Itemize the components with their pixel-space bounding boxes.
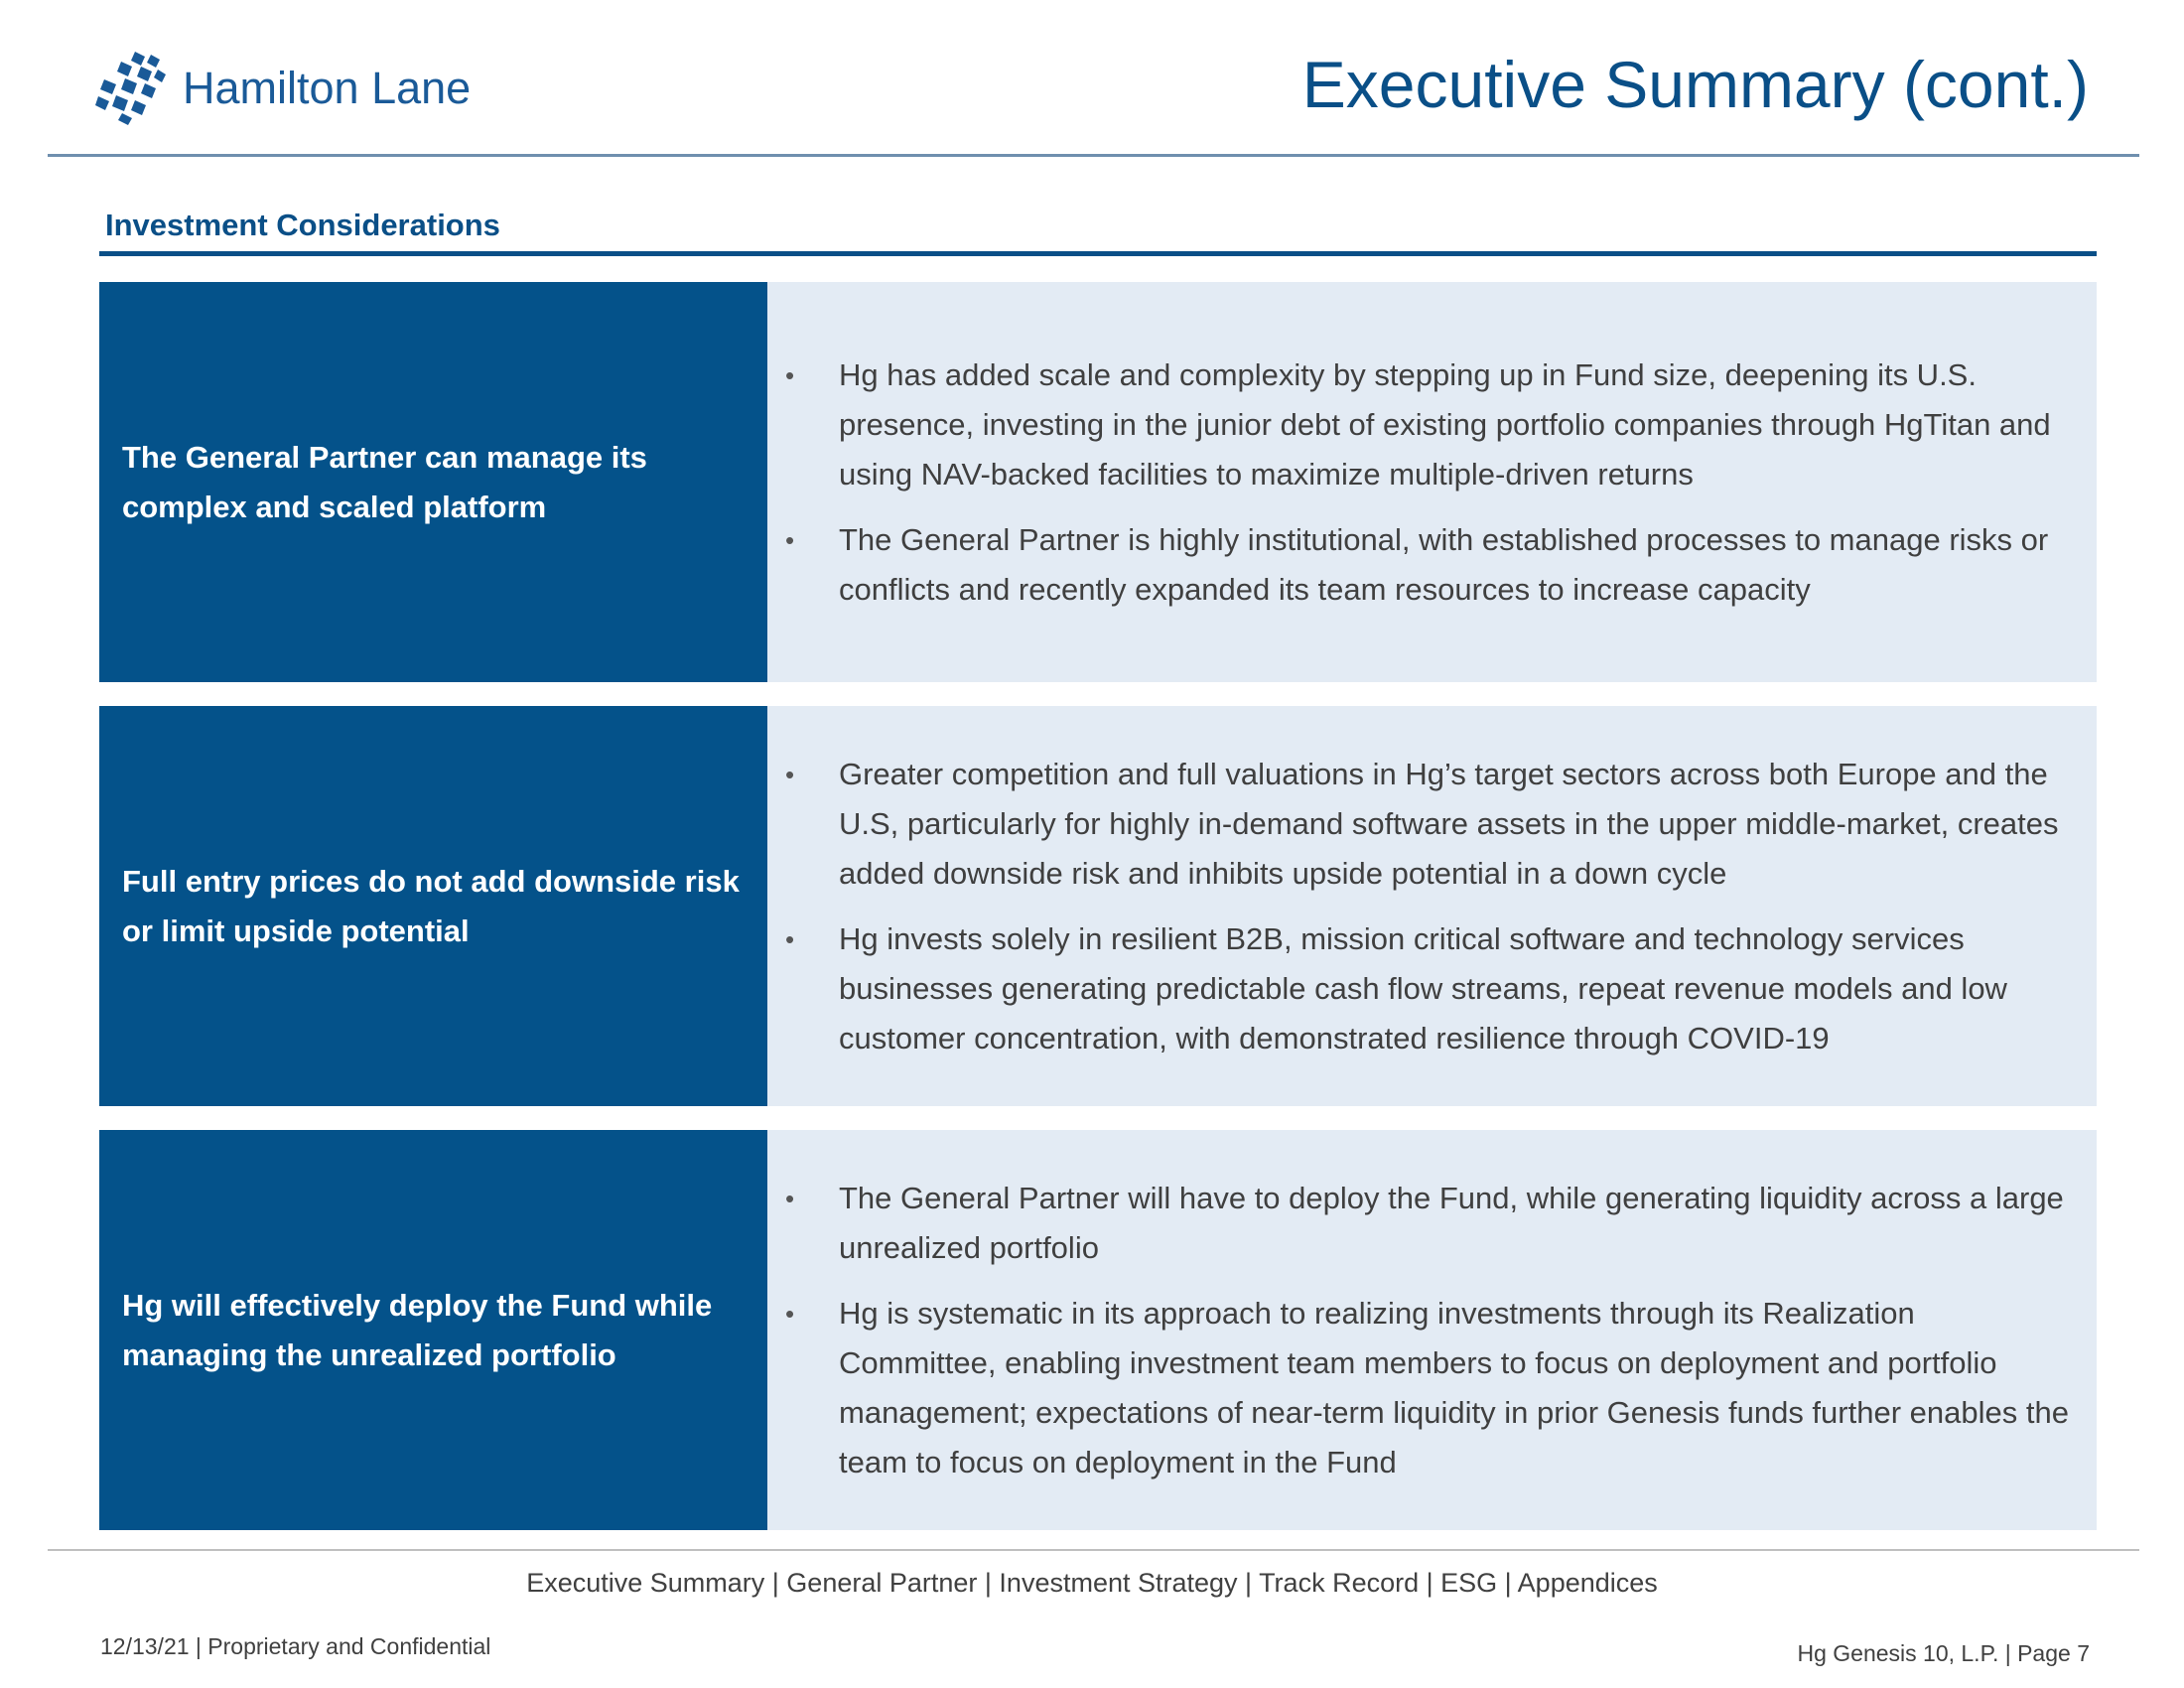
consideration-row — [99, 282, 2097, 682]
consideration-label-text: Hg will effectively deploy the Fund while managing the unrealized portfolio — [122, 1287, 713, 1372]
consideration-body — [767, 282, 2097, 682]
page-title: Executive Summary (cont.) — [1301, 48, 2089, 121]
hamilton-lane-logo — [95, 48, 471, 127]
bullet-icon: • — [785, 1183, 795, 1213]
bullet-item — [785, 914, 2069, 1063]
section-title: Investment Considerations — [105, 208, 500, 242]
bullet-icon: • — [785, 524, 795, 555]
bullet-text: Hg is systematic in its approach to realizing investments through its Realization Committee, enabling investment team members to focus on deployment and portfolio management; expectations of near-term liquidity in prior Genesis funds further enables the team to focus on deployment in the Fund — [839, 1295, 2069, 1479]
bullet-item — [785, 1174, 2069, 1273]
bullet-icon: • — [785, 923, 795, 954]
consideration-row — [99, 706, 2097, 1106]
bullet-item — [785, 515, 2069, 615]
bullet-icon: • — [785, 759, 795, 789]
consideration-row — [99, 1130, 2097, 1530]
footer-page-number: Hg Genesis 10, L.P. | Page 7 — [1797, 1640, 2090, 1666]
consideration-label — [99, 1130, 767, 1530]
bullet-icon: • — [785, 1298, 795, 1329]
bullet-text: The General Partner is highly institutional, with established processes to manage risks or conflicts and recently expanded its team resources to increase capacity — [839, 521, 2049, 607]
header-divider — [48, 154, 2139, 157]
logo-text: Hamilton Lane — [183, 62, 472, 113]
footer-navigation: Executive Summary | General Partner | Investment Strategy | Track Record | ESG | Appendices — [526, 1568, 1658, 1598]
consideration-body — [767, 706, 2097, 1106]
bullet-text: Hg invests solely in resilient B2B, mission critical software and technology services businesses generating predictable cash flow streams, repeat revenue models and low customer concentration, with demonstrated resilience through COVID-19 — [839, 920, 2007, 1055]
footer-date-confidential: 12/13/21 | Proprietary and Confidential — [100, 1633, 491, 1659]
consideration-label — [99, 706, 767, 1106]
bullet-text: Greater competition and full valuations in Hg’s target sectors across both Europe and the U.S, particularly for highly in-demand software assets in the upper middle-market, creates added downside risk and inhibits upside potential in a down cycle — [839, 756, 2059, 891]
bullet-text: The General Partner will have to deploy the Fund, while generating liquidity across a large unrealized portfolio — [839, 1180, 2064, 1265]
consideration-label-text: Full entry prices do not add downside risk or limit upside potential — [122, 863, 740, 948]
bullet-item — [785, 351, 2069, 499]
bullet-icon: • — [785, 359, 795, 390]
hamilton-lane-logo-icon — [95, 50, 167, 125]
footer-divider — [48, 1549, 2139, 1551]
consideration-label-text: The General Partner can manage its complex and scaled platform — [122, 439, 647, 524]
consideration-label — [99, 282, 767, 682]
bullet-item — [785, 1289, 2069, 1487]
consideration-body — [767, 1130, 2097, 1530]
bullet-item — [785, 750, 2069, 899]
section-divider — [99, 251, 2097, 256]
bullet-text: Hg has added scale and complexity by stepping up in Fund size, deepening its U.S. presence, investing in the junior debt of existing portfolio companies through HgTitan and using NAV-backed facilities to maximize multiple-driven returns — [839, 356, 2051, 492]
